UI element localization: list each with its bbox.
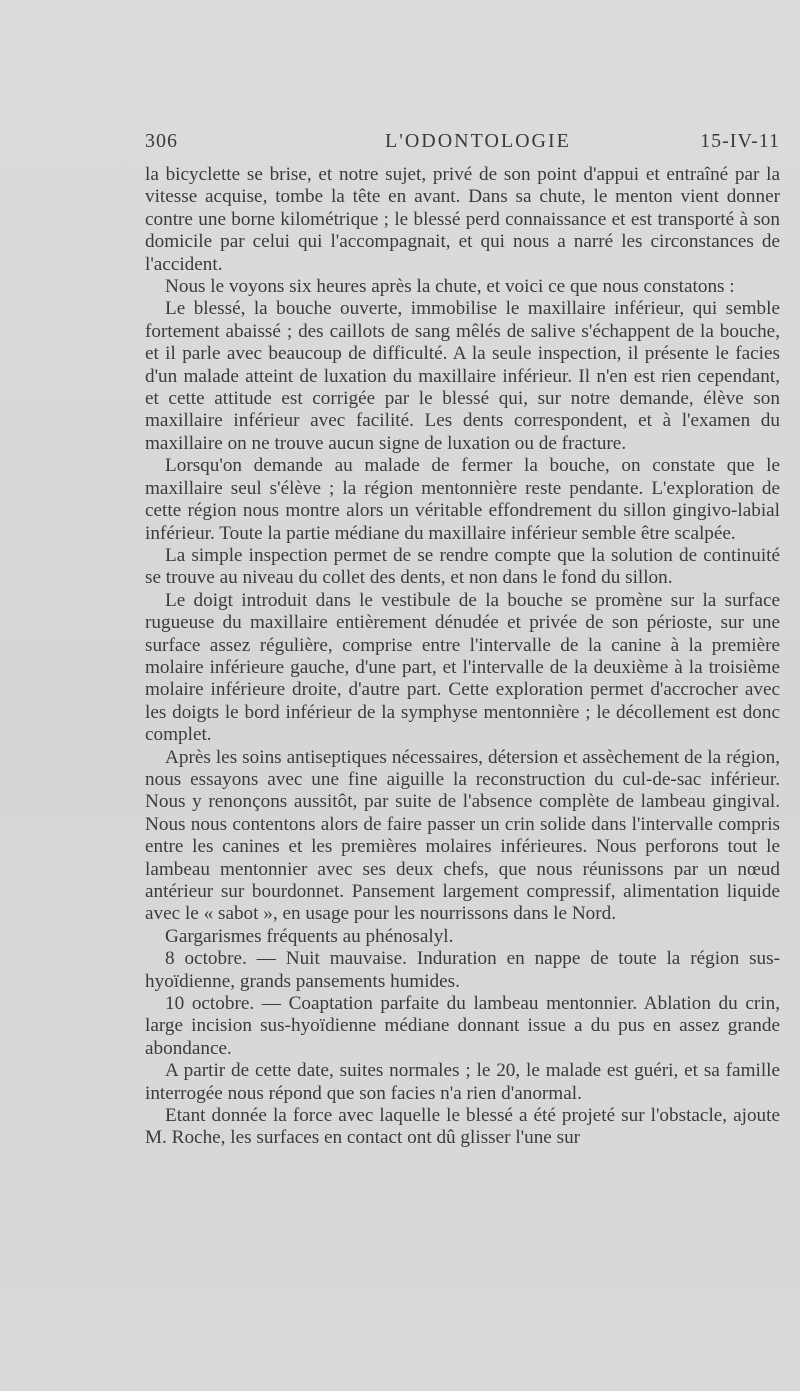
page-number: 306 xyxy=(145,130,178,152)
paragraph: Le doigt introduit dans le vestibule de la bouche se promène sur la surface rugueuse du maxillaire entièrement dénudée et privée de son périoste, sur une surface assez régulière, comprise entre l'intervalle de la canine à la première molaire inférieure gauche, d'une part, et l'intervalle de la deuxième à la troisième molaire inférieure droite, d'autre part. Cette exploration permet d'accrocher avec les doigts le bord inférieur de la symphyse mentonnière ; le décollement est donc complet. xyxy=(145,589,780,746)
paragraph: Après les soins antiseptiques nécessaires, détersion et assèchement de la région, nous essayons avec une fine aiguille la reconstruction du cul-de-sac inférieur. Nous y renonçons aussitôt, par suite de l'absence complète de lambeau gingival. Nous nous contentons alors de faire passer un crin solide dans l'intervalle compris entre les canines et les premières molaires inférieures. Nous perforons tout le lambeau mentonnier avec ses deux chefs, que nous réunissons par un nœud antérieur sur bourdonnet. Pansement largement compressif, alimentation liquide avec le « sabot », en usage pour les nourrissons dans le Nord. xyxy=(145,746,780,925)
paragraph: Etant donnée la force avec laquelle le blessé a été projeté sur l'obstacle, ajoute M. Roche, les surfaces en contact ont dû glisser l'une sur xyxy=(145,1105,780,1149)
paragraph: Lorsqu'on demande au malade de fermer la bouche, on constate que le maxillaire seul s'élève ; la région mentonnière reste pendante. L'exploration de cette région nous montre alors un véritable effondrement du sillon gingivo-labial inférieur. Toute la partie médiane du maxillaire inférieur semble être scalpée. xyxy=(145,455,780,544)
paragraph: A partir de cette date, suites normales ; le 20, le malade est guéri, et sa famille interrogée nous répond que son facies n'a rien d'anormal. xyxy=(145,1060,780,1104)
paragraph: 10 octobre. — Coaptation parfaite du lambeau mentonnier. Ablation du crin, large incision sus-hyoïdienne médiane donnant issue a du pus en assez grande abondance. xyxy=(145,993,780,1059)
paragraph: Le blessé, la bouche ouverte, immobilise le maxillaire inférieur, qui semble fortement abaissé ; des caillots de sang mêlés de salive s'échappent de la bouche, et il parle avec beaucoup de difficulté. A la seule inspection, il présente le facies d'un malade atteint de luxation du maxillaire inférieur. Il n'en est rien cependant, et cette attitude est corrigée par le blessé qui, sur notre demande, élève son maxillaire inférieur avec facilité. Les dents correspondent, et à l'examen du maxillaire on ne trouve aucun signe de luxation ou de fracture. xyxy=(145,298,780,454)
paragraph: La simple inspection permet de se rendre compte que la solution de continuité se trouve au niveau du collet des dents, et non dans le fond du sillon. xyxy=(145,544,780,589)
paragraph: 8 octobre. — Nuit mauvaise. Induration en nappe de toute la région sus-hyoïdienne, grands pansements humides. xyxy=(145,948,780,992)
article-body xyxy=(145,164,780,1150)
journal-title: L'ODONTOLOGIE xyxy=(385,130,571,152)
paragraph: Gargarismes fréquents au phénosalyl. xyxy=(165,925,454,947)
paragraph: Nous le voyons six heures après la chute, et voici ce que nous constatons : xyxy=(165,276,735,298)
running-header xyxy=(145,130,790,156)
issue-date: 15-IV-11 xyxy=(700,130,780,152)
paragraph: la bicyclette se brise, et notre sujet, privé de son point d'appui et entraîné par la vitesse acquise, tombe la tête en avant. Dans sa chute, le menton vient donner contre une borne kilométrique ; le blessé perd connaissance et est transporté à son domicile par celui qui l'accompagnait, et qui nous a narré les circonstances de l'accident. xyxy=(145,164,780,275)
